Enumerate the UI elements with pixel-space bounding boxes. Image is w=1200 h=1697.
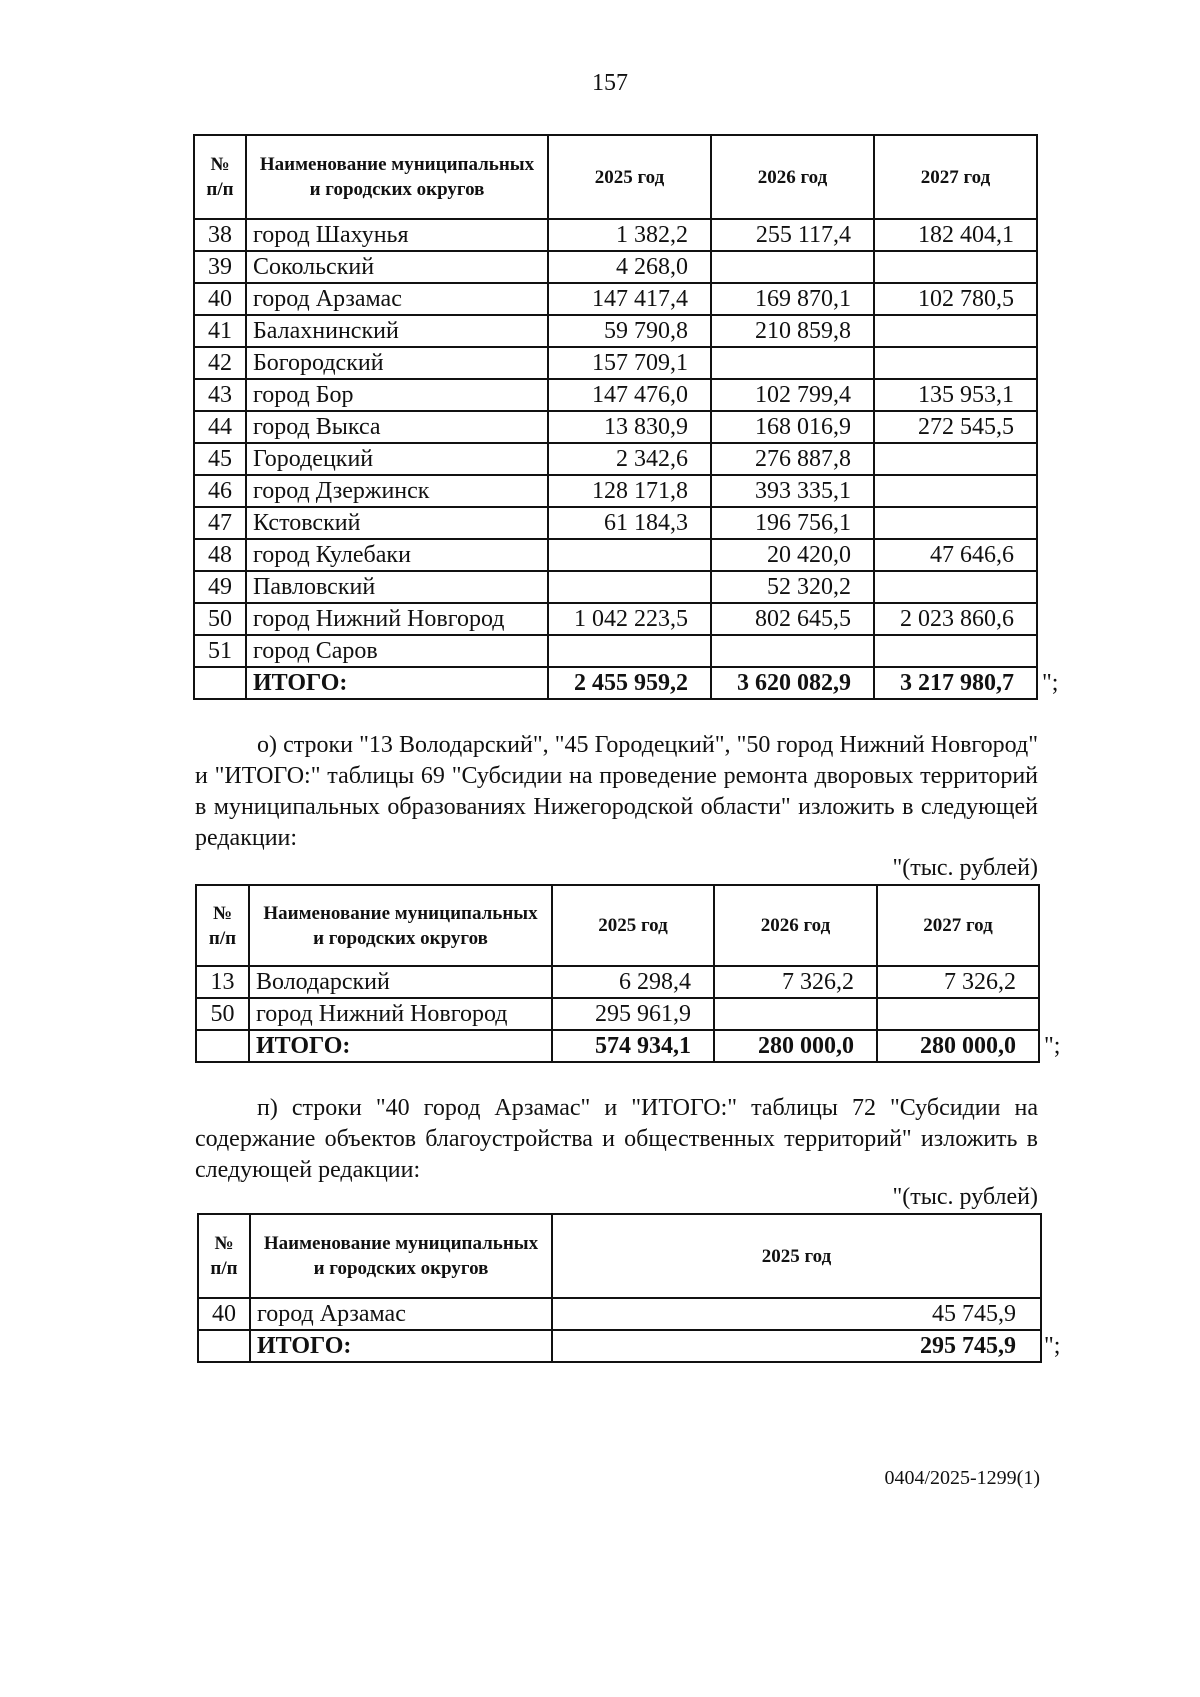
cell-2025: 147 417,4 (548, 283, 711, 315)
units-label: "(тыс. рублей) (892, 855, 1038, 881)
header-name: Наименование муниципальных и городских округов (250, 1214, 552, 1298)
cell-num: 44 (194, 411, 246, 443)
cell-2025: 1 042 223,5 (548, 603, 711, 635)
paragraph-o-text: о) строки "13 Володарский", "45 Городецкий", "50 город Нижний Новгород" и "ИТОГО:" таблицы 69 "Субсидии на проведение ремонта дворовых территорий в муниципальных образованиях Нижегородской области" изложить в следующей редакции: (195, 732, 1038, 851)
cell-2026: 393 335,1 (711, 475, 874, 507)
table-row (194, 283, 1037, 315)
cell-name: Володарский (249, 966, 552, 998)
cell-2027: 102 780,5 (874, 283, 1037, 315)
table-row (194, 635, 1037, 667)
cell-name: город Шахунья (246, 219, 548, 251)
cell-2025 (548, 571, 711, 603)
cell-2026: 168 016,9 (711, 411, 874, 443)
cell-num (194, 667, 246, 699)
table-row (194, 347, 1037, 379)
cell-name: ИТОГО: (249, 1030, 552, 1062)
cell-num (198, 1330, 250, 1362)
cell-num (196, 1030, 249, 1062)
cell-num: 40 (194, 283, 246, 315)
cell-name: город Бор (246, 379, 548, 411)
table-row (196, 998, 1039, 1030)
document-code: 0404/2025-1299(1) (884, 1467, 1040, 1489)
cell-2025: 2 455 959,2 (548, 667, 711, 699)
table-row (194, 507, 1037, 539)
table-row (194, 411, 1037, 443)
header-name: Наименование муниципальных и городских округов (246, 135, 548, 219)
cell-2025: 45 745,9 (552, 1298, 1041, 1330)
cell-name: Городецкий (246, 443, 548, 475)
cell-2026: 7 326,2 (714, 966, 877, 998)
cell-2025: 2 342,6 (548, 443, 711, 475)
table-subsidies-69 (195, 884, 1040, 1063)
cell-name: ИТОГО: (246, 667, 548, 699)
cell-2026: 210 859,8 (711, 315, 874, 347)
cell-2026: 3 620 082,9 (711, 667, 874, 699)
closing-quote: "; (1044, 1033, 1061, 1059)
cell-2025: 61 184,3 (548, 507, 711, 539)
cell-2026: 802 645,5 (711, 603, 874, 635)
cell-2027: 2 023 860,6 (874, 603, 1037, 635)
cell-2027 (874, 315, 1037, 347)
cell-name: город Дзержинск (246, 475, 548, 507)
cell-2025: 157 709,1 (548, 347, 711, 379)
cell-2025: 1 382,2 (548, 219, 711, 251)
cell-name: город Саров (246, 635, 548, 667)
cell-2025 (548, 539, 711, 571)
closing-quote: "; (1042, 670, 1059, 696)
cell-2026 (711, 635, 874, 667)
cell-2026: 196 756,1 (711, 507, 874, 539)
cell-num: 50 (194, 603, 246, 635)
cell-2026: 276 887,8 (711, 443, 874, 475)
header-2026: 2026 год (711, 135, 874, 219)
closing-quote: "; (1044, 1333, 1061, 1359)
table-subsidies-1 (193, 134, 1038, 700)
header-2025: 2025 год (552, 885, 714, 966)
cell-2026 (711, 251, 874, 283)
cell-num: 51 (194, 635, 246, 667)
cell-2027: 135 953,1 (874, 379, 1037, 411)
cell-2025: 295 745,9 (552, 1330, 1041, 1362)
cell-name: город Арзамас (250, 1298, 552, 1330)
table-row (194, 315, 1037, 347)
cell-num: 41 (194, 315, 246, 347)
total-row (194, 667, 1037, 699)
header-2025: 2025 год (548, 135, 711, 219)
cell-2025: 4 268,0 (548, 251, 711, 283)
table-row (194, 379, 1037, 411)
cell-num: 38 (194, 219, 246, 251)
table-row (194, 219, 1037, 251)
cell-2026 (714, 998, 877, 1030)
cell-num: 40 (198, 1298, 250, 1330)
cell-2027 (874, 507, 1037, 539)
cell-num: 47 (194, 507, 246, 539)
header-2027: 2027 год (874, 135, 1037, 219)
cell-2027 (874, 635, 1037, 667)
cell-num: 13 (196, 966, 249, 998)
cell-num: 46 (194, 475, 246, 507)
header-name: Наименование муниципальных и городских округов (249, 885, 552, 966)
cell-name: Кстовский (246, 507, 548, 539)
cell-2027: 272 545,5 (874, 411, 1037, 443)
header-2026: 2026 год (714, 885, 877, 966)
cell-2025 (548, 635, 711, 667)
cell-2027: 47 646,6 (874, 539, 1037, 571)
paragraph-p (195, 1093, 1038, 1186)
cell-num: 48 (194, 539, 246, 571)
cell-2026: 20 420,0 (711, 539, 874, 571)
cell-2025: 59 790,8 (548, 315, 711, 347)
header-2027: 2027 год (877, 885, 1039, 966)
table-subsidies-72 (197, 1213, 1042, 1363)
table-row (194, 539, 1037, 571)
cell-num: 42 (194, 347, 246, 379)
cell-2027 (874, 347, 1037, 379)
total-row (196, 1030, 1039, 1062)
cell-2027 (877, 998, 1039, 1030)
table-row (194, 443, 1037, 475)
cell-2027 (874, 251, 1037, 283)
cell-2027: 182 404,1 (874, 219, 1037, 251)
cell-2027: 280 000,0 (877, 1030, 1039, 1062)
table-row (194, 251, 1037, 283)
cell-2026: 52 320,2 (711, 571, 874, 603)
cell-2026 (711, 347, 874, 379)
cell-num: 49 (194, 571, 246, 603)
table-row (194, 603, 1037, 635)
cell-2025: 13 830,9 (548, 411, 711, 443)
total-row (198, 1330, 1041, 1362)
cell-2025: 147 476,0 (548, 379, 711, 411)
cell-name: город Нижний Новгород (246, 603, 548, 635)
table-row (194, 475, 1037, 507)
cell-2027: 7 326,2 (877, 966, 1039, 998)
cell-name: город Нижний Новгород (249, 998, 552, 1030)
table-row (194, 571, 1037, 603)
header-num: № п/п (194, 135, 246, 219)
cell-name: город Кулебаки (246, 539, 548, 571)
cell-2025: 128 171,8 (548, 475, 711, 507)
cell-name: город Выкса (246, 411, 548, 443)
page-number: 157 (592, 70, 628, 96)
cell-name: Павловский (246, 571, 548, 603)
cell-2026: 169 870,1 (711, 283, 874, 315)
cell-2027 (874, 571, 1037, 603)
table-row (196, 966, 1039, 998)
cell-num: 45 (194, 443, 246, 475)
cell-2026: 255 117,4 (711, 219, 874, 251)
cell-num: 39 (194, 251, 246, 283)
cell-name: Балахнинский (246, 315, 548, 347)
header-num: № п/п (196, 885, 249, 966)
cell-2025: 574 934,1 (552, 1030, 714, 1062)
cell-name: Сокольский (246, 251, 548, 283)
cell-2027: 3 217 980,7 (874, 667, 1037, 699)
cell-name: ИТОГО: (250, 1330, 552, 1362)
paragraph-p-text: п) строки "40 город Арзамас" и "ИТОГО:" таблицы 72 "Субсидии на содержание объектов благоустройства и общественных территорий" изложить в следующей редакции: (195, 1095, 1038, 1183)
header-num: № п/п (198, 1214, 250, 1298)
cell-2027 (874, 475, 1037, 507)
cell-2026: 102 799,4 (711, 379, 874, 411)
table-row (198, 1298, 1041, 1330)
units-label: "(тыс. рублей) (892, 1184, 1038, 1210)
cell-num: 50 (196, 998, 249, 1030)
cell-2025: 6 298,4 (552, 966, 714, 998)
header-2025: 2025 год (552, 1214, 1041, 1298)
paragraph-o (195, 730, 1038, 854)
cell-2026: 280 000,0 (714, 1030, 877, 1062)
cell-2027 (874, 443, 1037, 475)
cell-num: 43 (194, 379, 246, 411)
cell-name: Богородский (246, 347, 548, 379)
cell-2025: 295 961,9 (552, 998, 714, 1030)
cell-name: город Арзамас (246, 283, 548, 315)
